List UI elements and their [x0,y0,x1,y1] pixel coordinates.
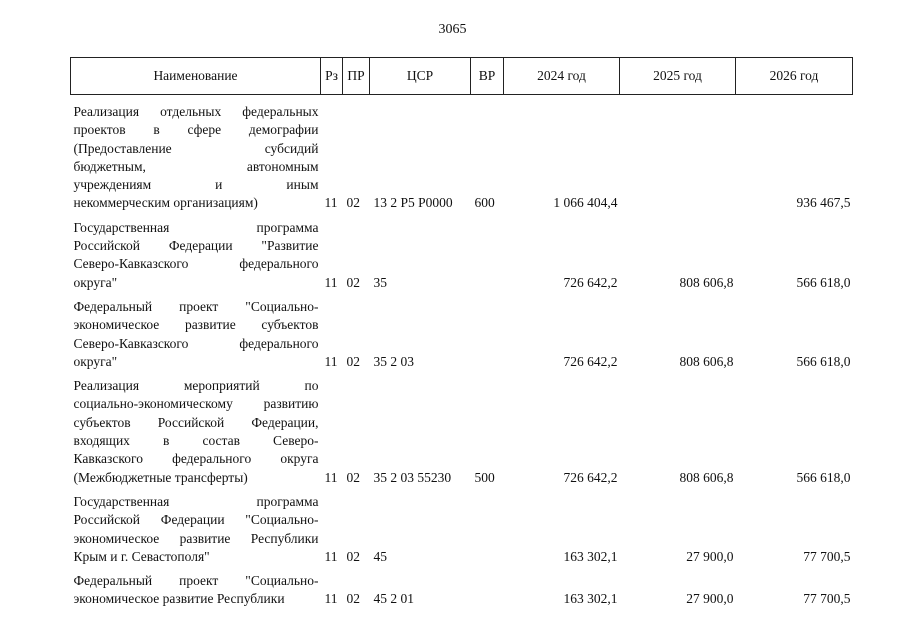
row-name-line: (Межбюджетные трансферты) [73,469,248,485]
row-2025: 27 900,0 [686,591,734,607]
row-2025: 808 606,8 [679,274,734,290]
row-vr [471,292,504,371]
row-name-line: экономическое развитие Республики [73,530,319,546]
row-2026: 77 700,5 [803,591,851,607]
row-vr: 600 [474,195,495,211]
row-pr: 02 [346,353,360,369]
row-csr: 45 2 01 [373,591,414,607]
row-rz: 11 [324,195,338,211]
header-pr: ПР [343,58,370,95]
row-name [71,371,321,487]
row-2024: 726 642,2 [563,353,618,369]
row-name-line: входящих в состав Северо- [73,433,319,449]
row-pr: 02 [346,274,360,290]
table-row [71,95,853,213]
row-name [71,292,321,371]
row-name-line: Северо-Кавказского федерального [73,335,319,351]
row-2025: 808 606,8 [679,469,734,485]
row-rz: 11 [324,591,338,607]
table-row [71,371,853,487]
table-header-row [71,58,853,95]
row-name-line: Российской Федерации "Социально- [73,512,319,528]
row-csr: 45 [373,548,387,564]
row-2025: 27 900,0 [686,548,734,564]
row-2025: 808 606,8 [679,353,734,369]
row-name-line: Крым и г. Севастополя" [73,548,210,564]
header-name: Наименование [71,58,321,95]
row-rz: 11 [324,548,338,564]
row-pr: 02 [346,548,360,564]
row-rz: 11 [324,469,338,485]
row-2024: 163 302,1 [563,548,618,564]
row-2026: 936 467,5 [796,195,851,211]
header-2025: 2025 год [620,58,736,95]
header-rz: Рз [321,58,343,95]
row-csr: 35 [373,274,387,290]
row-pr: 02 [346,195,360,211]
row-name-line: учреждениям и иным [73,177,319,193]
row-2026: 77 700,5 [803,548,851,564]
row-pr: 02 [346,469,360,485]
row-vr [471,566,504,609]
row-csr: 35 2 03 55230 [373,469,452,485]
row-name-line: Государственная программа [73,219,319,235]
header-2024: 2024 год [504,58,620,95]
row-name-line: субъектов Российской Федерации, [73,414,319,430]
row-2026: 566 618,0 [796,469,851,485]
row-name-line: экономическое развитие субъектов [73,317,319,333]
row-vr: 500 [474,469,495,485]
row-name [71,213,321,292]
row-vr [471,213,504,292]
row-2024: 726 642,2 [563,274,618,290]
row-name-line: Северо-Кавказского федерального [73,256,319,272]
row-2024: 163 302,1 [563,591,618,607]
row-csr: 35 2 03 [373,353,414,369]
row-rz: 11 [324,353,338,369]
row-name-line: Федеральный проект "Социально- [73,298,319,314]
row-2024: 1 066 404,4 [553,195,618,211]
row-name-line: экономическое развитие Республики [73,591,285,607]
row-name-line: Государственная программа [73,493,319,509]
row-name-line: социально-экономическому развитию [73,396,319,412]
row-2025 [620,95,736,213]
row-name-line: (Предоставление субсидий [73,140,319,156]
row-name-line: Кавказского федерального округа [73,451,319,467]
table-row [71,213,853,292]
row-name-line: округа" [73,353,118,369]
row-2026: 566 618,0 [796,353,851,369]
row-name [71,95,321,213]
row-2024: 726 642,2 [563,469,618,485]
row-name-line: Российской Федерации "Развитие [73,238,319,254]
header-csr: ЦСР [370,58,471,95]
row-rz: 11 [324,274,338,290]
row-name-line: некоммерческим организациям) [73,195,258,211]
table-row [71,566,853,609]
budget-table [70,57,853,609]
row-2026: 566 618,0 [796,274,851,290]
row-name-line: Реализация отдельных федеральных [73,104,319,119]
row-name [71,487,321,566]
row-name-line: проектов в сфере демографии [73,122,319,138]
table-row [71,487,853,566]
table-row [71,292,853,371]
row-name-line: округа" [73,274,118,290]
header-vr: ВР [471,58,504,95]
row-name-line: Федеральный проект "Социально- [73,573,319,589]
row-csr: 13 2 P5 P0000 [373,195,453,211]
row-name-line: бюджетным, автономным [73,158,319,174]
row-name [71,566,321,609]
row-vr [471,487,504,566]
row-pr: 02 [346,591,360,607]
page-number: 3065 [438,22,467,37]
header-2026: 2026 год [736,58,853,95]
row-name-line: Реализация мероприятий по [73,378,319,394]
